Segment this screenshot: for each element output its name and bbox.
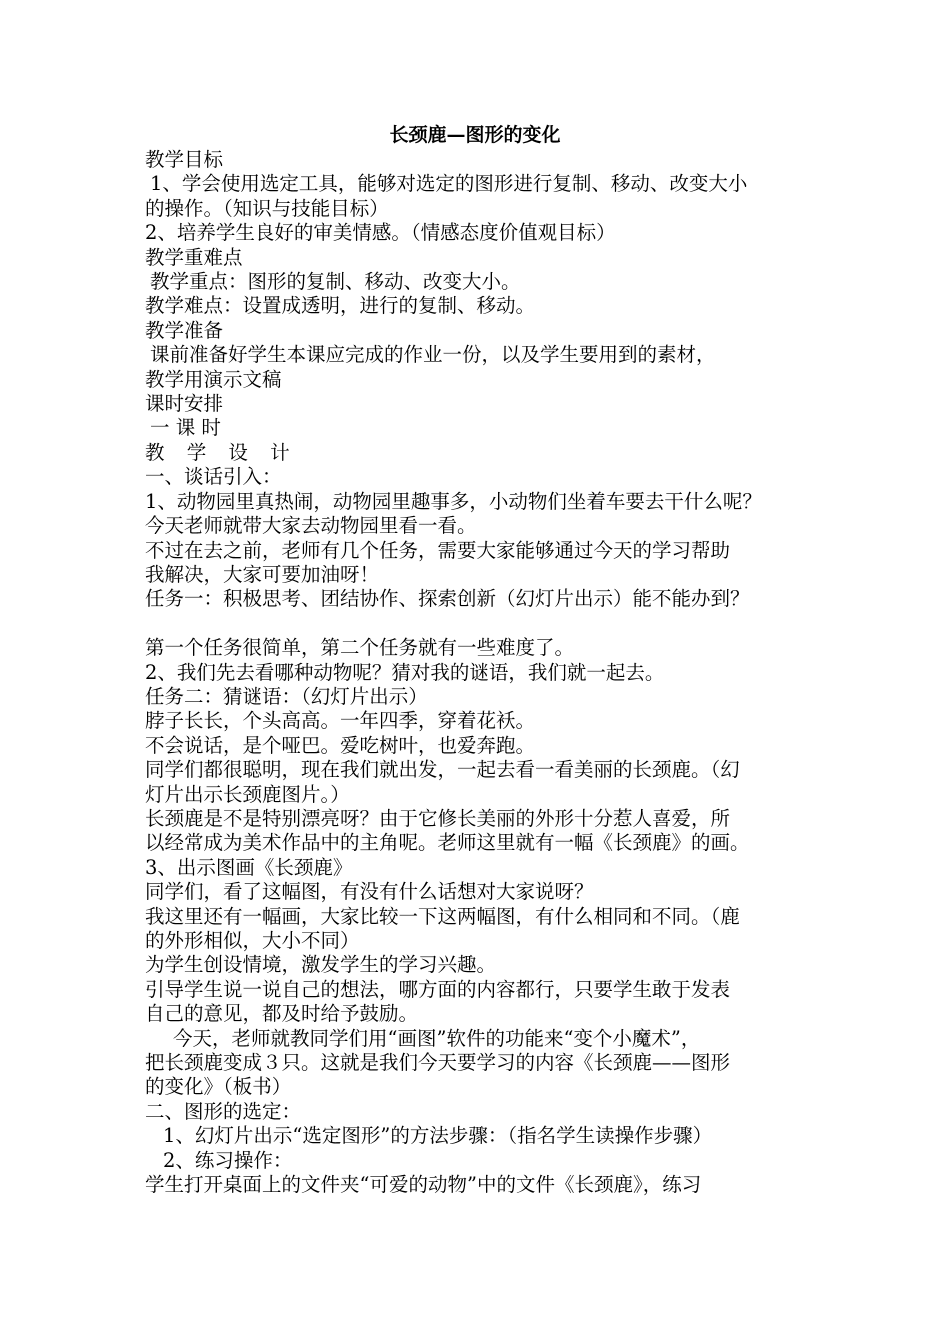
paragraph-line: 的外形相似，大小不同）: [145, 928, 360, 952]
paragraph-line: 2、我们先去看哪种动物呢？猜对我的谜语，我们就一起去。: [145, 660, 665, 684]
paragraph-line: 今天老师就带大家去动物园里看一看。: [145, 514, 477, 538]
paragraph-line: 1、幻灯片出示“选定图形”的方法步骤：（指名学生读操作步骤）: [163, 1124, 713, 1148]
paragraph-line: 第一个任务很简单，第二个任务就有一些难度了。: [145, 636, 575, 660]
paragraph-line: 教学重点：图形的复制、移动、改变大小。: [150, 270, 521, 294]
paragraph-line: 同学们都很聪明，现在我们就出发，一起去看一看美丽的长颈鹿。（幻: [145, 758, 740, 782]
paragraph-line: 教学难点：设置成透明，进行的复制、移动。: [145, 294, 536, 318]
paragraph-line: 自己的意见，都及时给予鼓励。: [145, 1002, 419, 1026]
paragraph-line: 的变化》（板书）: [145, 1075, 292, 1099]
section-heading-2: 二、图形的选定：: [145, 1099, 302, 1123]
paragraph-line: 灯片出示长颈鹿图片。）: [145, 782, 350, 806]
paragraph-line: 我这里还有一幅画，大家比较一下这两幅图，有什么相同和不同。（鹿: [145, 904, 740, 928]
paragraph-line: 2、培养学生良好的审美情感。（情感态度价值观目标）: [145, 221, 616, 245]
paragraph-line: 3、出示图画《长颈鹿》: [145, 855, 353, 879]
paragraph-line: 为学生创设情境，激发学生的学习兴趣。: [145, 953, 497, 977]
paragraph-line: 今天，老师就教同学们用“画图”软件的功能来“变个小魔术”，: [173, 1026, 701, 1050]
paragraph-line: 教学用演示文稿: [145, 367, 282, 391]
paragraph-line: 2、练习操作：: [163, 1148, 293, 1172]
paragraph-line: 脖子长长，个头高高。一年四季，穿着花袄。: [145, 709, 536, 733]
paragraph-line: 把长颈鹿变成３只。这就是我们今天要学习的内容《长颈鹿——图形: [145, 1051, 731, 1075]
paragraph-line: 任务二：猜谜语：（幻灯片出示）: [145, 684, 428, 708]
heading-design: 教 学 设 计: [145, 440, 298, 464]
paragraph-line: 1、学会使用选定工具，能够对选定的图形进行复制、移动、改变大小: [150, 172, 748, 196]
heading-key-points: 教学重难点: [145, 245, 243, 269]
heading-objectives: 教学目标: [145, 148, 224, 171]
document-title: 长颈鹿—图形的变化: [389, 124, 561, 146]
paragraph-line: 的操作。（知识与技能目标）: [145, 196, 389, 220]
paragraph-line: 课前准备好学生本课应完成的作业一份，以及学生要用到的素材，: [150, 343, 716, 367]
paragraph-line: 以经常成为美术作品中的主角呢。老师这里就有一幅《长颈鹿》的画。: [145, 831, 750, 855]
blank-line: [145, 612, 825, 636]
section-heading-1: 一、谈话引入：: [145, 465, 282, 489]
paragraph-line: 任务一：积极思考、团结协作、探索创新（幻灯片出示）能不能办到？: [145, 587, 750, 611]
heading-preparation: 教学准备: [145, 318, 224, 342]
paragraph-line: 长颈鹿是不是特别漂亮呀？由于它修长美丽的外形十分惹人喜爱，所: [145, 806, 731, 830]
paragraph-line: 不会说话，是个哑巴。爱吃树叶，也爱奔跑。: [145, 733, 536, 757]
paragraph-line: 同学们，看了这幅图，有没有什么话想对大家说呀？: [145, 880, 594, 904]
paragraph-line: 我解决，大家可要加油呀！: [145, 562, 380, 586]
paragraph-line: 一 课 时: [150, 416, 221, 440]
heading-schedule: 课时安排: [145, 392, 224, 416]
paragraph-line: 引导学生说一说自己的想法，哪方面的内容都行，只要学生敢于发表: [145, 977, 731, 1001]
paragraph-line: 1、动物园里真热闹，动物园里趣事多，小动物们坐着车要去干什么呢？: [145, 489, 762, 513]
paragraph-line: 不过在去之前，老师有几个任务，需要大家能够通过今天的学习帮助: [145, 538, 731, 562]
document-body: [145, 148, 825, 1197]
paragraph-line: 学生打开桌面上的文件夹“可爱的动物”中的文件《长颈鹿》，练习: [145, 1173, 702, 1197]
